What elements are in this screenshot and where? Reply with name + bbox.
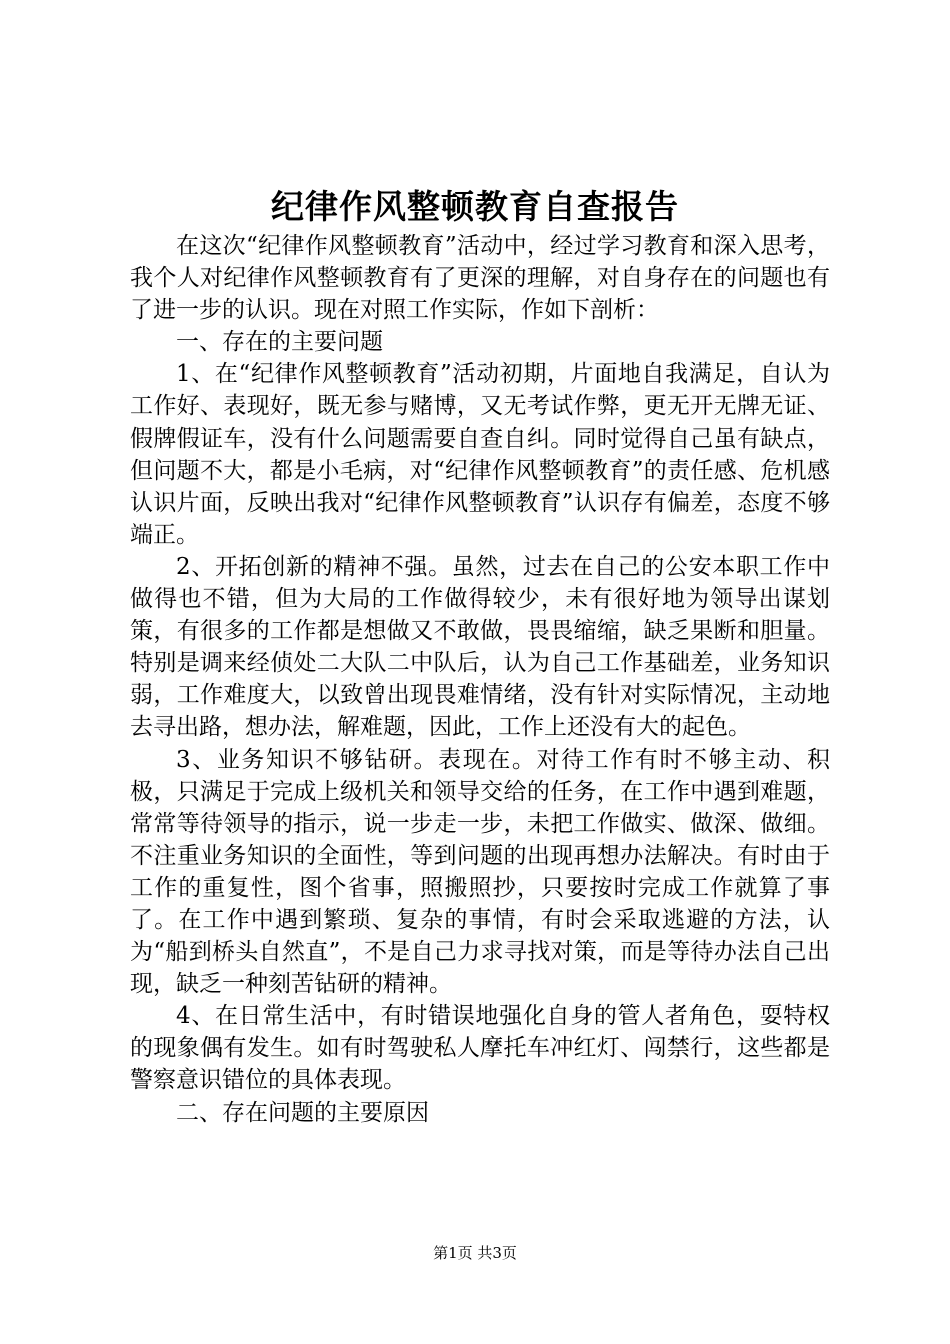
- problem-item-4: 4、在日常生活中，有时错误地强化自身的管人者角色，耍特权的现象偶有发生。如有时驾驶私人摩托车冲红灯、闯禁行，这些都是警察意识错位的具体表现。: [130, 1003, 830, 1094]
- problem-item-2: 2、开拓创新的精神不强。虽然，过去在自己的公安本职工作中做得也不错，但为大局的工作做得较少，未有很好地为领导出谋划策，有很多的工作都是想做又不敢做，畏畏缩缩，缺乏果断和胆量。特别是调来经侦处二大队二中队后，认为自己工作基础差，业务知识弱，工作难度大，以致曾出现畏难情绪，没有针对实际情况，主动地去寻出路，想办法，解难题，因此，工作上还没有大的起色。: [130, 553, 830, 741]
- problem-item-3: 3、业务知识不够钻研。表现在。对待工作有时不够主动、积极，只满足于完成上级机关和领导交给的任务，在工作中遇到难题，常常等待领导的指示，说一步走一步，未把工作做实、做深、做细。不注重业务知识的全面性，等到问题的出现再想办法解决。有时由于工作的重复性，图个省事，照搬照抄，只要按时完成工作就算了事了。在工作中遇到繁琐、复杂的事情，有时会采取逃避的方法，认为“船到桥头自然直”，不是自己力求寻找对策，而是等待办法自己出现，缺乏一种刻苦钻研的精神。: [130, 746, 830, 998]
- intro-paragraph: 在这次“纪律作风整顿教育”活动中，经过学习教育和深入思考，我个人对纪律作风整顿教育有了更深的理解，对自身存在的问题也有了进一步的认识。现在对照工作实际，作如下剖析：: [130, 233, 830, 324]
- document-title: 纪律作风整顿教育自查报告: [271, 187, 679, 226]
- section-heading-problems: 一、存在的主要问题: [176, 329, 383, 356]
- section-heading-causes: 二、存在问题的主要原因: [176, 1099, 429, 1126]
- page-number: 第1页 共3页: [433, 1244, 517, 1262]
- problem-item-1: 1、在“纪律作风整顿教育”活动初期，片面地自我满足，自认为工作好、表现好，既无参与赌博，又无考试作弊，更无开无牌无证、假牌假证车，没有什么问题需要自查自纠。同时觉得自己虽有缺点，但问题不大，都是小毛病，对“纪律作风整顿教育”的责任感、危机感认识片面，反映出我对“纪律作风整顿教育”认识存有偏差，态度不够端正。: [130, 361, 830, 548]
- document-body: [130, 230, 830, 1129]
